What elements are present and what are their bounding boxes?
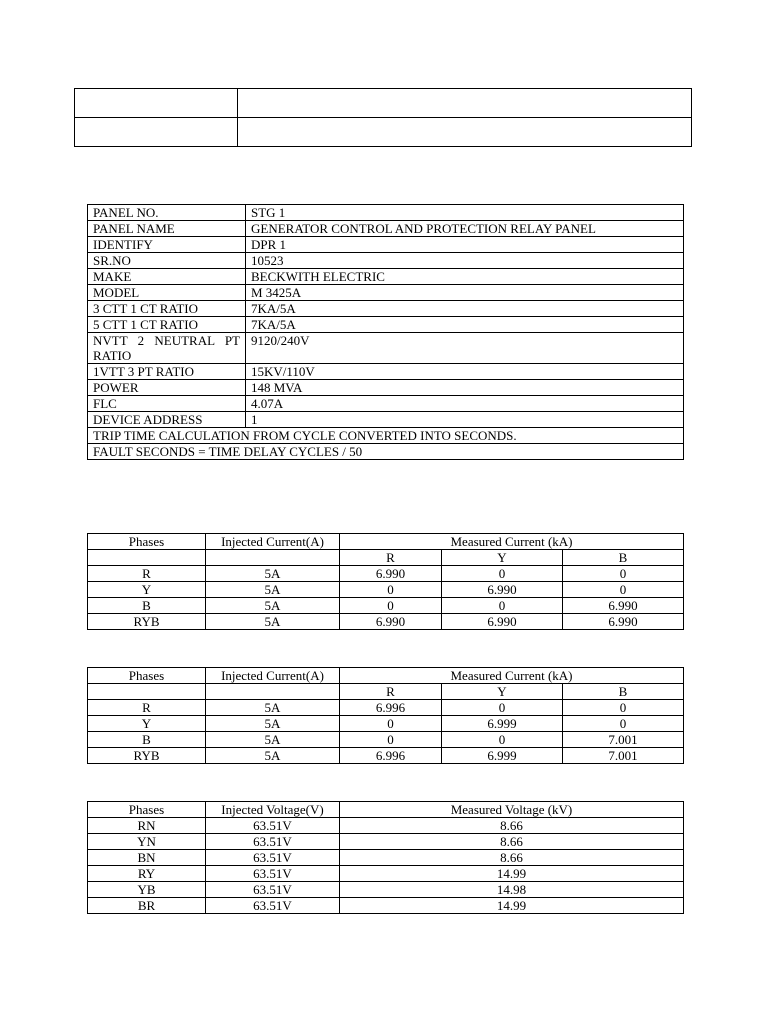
info-label: DEVICE ADDRESS — [88, 412, 246, 428]
info-value: BECKWITH ELECTRIC — [246, 269, 684, 285]
table-cell: 5A — [206, 732, 340, 748]
column-header: Phases — [88, 802, 206, 818]
table-cell — [206, 550, 340, 566]
table-cell: 8.66 — [340, 834, 684, 850]
table-cell: 63.51V — [206, 866, 340, 882]
table-cell: R — [88, 566, 206, 582]
table-row — [88, 221, 684, 237]
table-row — [88, 253, 684, 269]
table-cell: 6.990 — [563, 614, 684, 630]
info-value: 1 — [246, 412, 684, 428]
info-label: NVTT 2 NEUTRAL PT RATIO — [88, 333, 246, 364]
info-label: 5 CTT 1 CT RATIO — [88, 317, 246, 333]
info-label: MODEL — [88, 285, 246, 301]
measured-voltage-table — [87, 801, 684, 914]
table-row — [88, 716, 684, 732]
fault-seconds-note: FAULT SECONDS = TIME DELAY CYCLES / 50 — [88, 444, 684, 460]
table-cell: 5A — [206, 700, 340, 716]
table-header-row — [88, 802, 684, 818]
table-cell: 14.99 — [340, 898, 684, 914]
info-value: 7KA/5A — [246, 301, 684, 317]
info-label: IDENTIFY — [88, 237, 246, 253]
table-cell — [238, 89, 692, 118]
table-row — [88, 412, 684, 428]
table-cell: 5A — [206, 614, 340, 630]
table-cell: 0 — [563, 700, 684, 716]
table-cell: 6.990 — [563, 598, 684, 614]
info-value: M 3425A — [246, 285, 684, 301]
table-row — [88, 444, 684, 460]
table-cell — [206, 684, 340, 700]
header-table — [74, 88, 692, 147]
table-row — [88, 732, 684, 748]
table-cell: 0 — [340, 582, 442, 598]
info-label: 3 CTT 1 CT RATIO — [88, 301, 246, 317]
sub-header: R — [340, 550, 442, 566]
table-row — [88, 301, 684, 317]
info-label: PANEL NO. — [88, 205, 246, 221]
table-cell: 0 — [340, 716, 442, 732]
table-cell: 6.990 — [442, 582, 563, 598]
info-value: STG 1 — [246, 205, 684, 221]
table-row — [88, 748, 684, 764]
table-cell: 8.66 — [340, 850, 684, 866]
table-cell: 14.98 — [340, 882, 684, 898]
table-cell: YB — [88, 882, 206, 898]
table-row — [88, 700, 684, 716]
table-cell: Y — [88, 582, 206, 598]
table-cell: 0 — [442, 732, 563, 748]
info-value: 10523 — [246, 253, 684, 269]
sub-header: B — [563, 550, 684, 566]
info-value: 4.07A — [246, 396, 684, 412]
table-row — [88, 317, 684, 333]
table-subheader-row — [88, 550, 684, 566]
table-cell: BR — [88, 898, 206, 914]
table-cell — [88, 684, 206, 700]
table-cell: Y — [88, 716, 206, 732]
panel-info-table — [87, 204, 684, 460]
table-cell: 63.51V — [206, 850, 340, 866]
table-header-row — [88, 534, 684, 550]
table-row — [88, 364, 684, 380]
sub-header: Y — [442, 550, 563, 566]
table-cell: 5A — [206, 598, 340, 614]
info-label: FLC — [88, 396, 246, 412]
table-cell: 0 — [442, 566, 563, 582]
table-row — [75, 89, 692, 118]
table-cell: RYB — [88, 614, 206, 630]
table-cell: 63.51V — [206, 898, 340, 914]
table-cell — [88, 550, 206, 566]
table-cell: 6.990 — [340, 614, 442, 630]
column-header: Phases — [88, 668, 206, 684]
table-cell: 0 — [340, 598, 442, 614]
column-header: Injected Current(A) — [206, 668, 340, 684]
table-cell: BN — [88, 850, 206, 866]
table-row — [88, 396, 684, 412]
info-label: PANEL NAME — [88, 221, 246, 237]
table-row — [88, 269, 684, 285]
info-value: DPR 1 — [246, 237, 684, 253]
table-row — [88, 428, 684, 444]
table-cell: RYB — [88, 748, 206, 764]
table-row — [88, 566, 684, 582]
trip-time-note: TRIP TIME CALCULATION FROM CYCLE CONVERTED INTO SECONDS. — [88, 428, 684, 444]
table-cell: 0 — [340, 732, 442, 748]
table-cell: 63.51V — [206, 834, 340, 850]
table-cell: RY — [88, 866, 206, 882]
table-subheader-row — [88, 684, 684, 700]
table-cell: 6.990 — [442, 614, 563, 630]
info-value: 15KV/110V — [246, 364, 684, 380]
table-cell: 0 — [442, 700, 563, 716]
table-cell: B — [88, 598, 206, 614]
info-value: 9120/240V — [246, 333, 684, 364]
table-row — [88, 898, 684, 914]
table-cell: B — [88, 732, 206, 748]
table-cell: 14.99 — [340, 866, 684, 882]
table-row — [88, 380, 684, 396]
column-header: Phases — [88, 534, 206, 550]
table-cell: YN — [88, 834, 206, 850]
column-header: Injected Current(A) — [206, 534, 340, 550]
info-value: GENERATOR CONTROL AND PROTECTION RELAY PANEL — [246, 221, 684, 237]
sub-header: B — [563, 684, 684, 700]
table-row — [88, 582, 684, 598]
table-cell — [75, 118, 238, 147]
info-value: 7KA/5A — [246, 317, 684, 333]
table-cell: 6.999 — [442, 748, 563, 764]
table-cell: 63.51V — [206, 882, 340, 898]
table-cell: 6.999 — [442, 716, 563, 732]
column-header: Injected Voltage(V) — [206, 802, 340, 818]
table-row — [88, 333, 684, 364]
info-label: SR.NO — [88, 253, 246, 269]
table-cell: 0 — [563, 716, 684, 732]
table-row — [88, 237, 684, 253]
table-cell — [75, 89, 238, 118]
info-label: MAKE — [88, 269, 246, 285]
table-cell: 7.001 — [563, 732, 684, 748]
table-cell: 7.001 — [563, 748, 684, 764]
info-value: 148 MVA — [246, 380, 684, 396]
table-row — [88, 882, 684, 898]
table-cell: 5A — [206, 582, 340, 598]
table-cell: 0 — [442, 598, 563, 614]
table-row — [88, 834, 684, 850]
table-row — [75, 118, 692, 147]
table-cell — [238, 118, 692, 147]
table-row — [88, 866, 684, 882]
sub-header: R — [340, 684, 442, 700]
table-row — [88, 205, 684, 221]
table-cell: 5A — [206, 748, 340, 764]
measured-current-table-1 — [87, 533, 684, 630]
table-row — [88, 850, 684, 866]
info-label: POWER — [88, 380, 246, 396]
table-cell: 63.51V — [206, 818, 340, 834]
column-header: Measured Current (kA) — [340, 668, 684, 684]
table-cell: 5A — [206, 566, 340, 582]
table-row — [88, 614, 684, 630]
table-cell: 5A — [206, 716, 340, 732]
table-cell: 6.996 — [340, 700, 442, 716]
table-header-row — [88, 668, 684, 684]
column-header: Measured Voltage (kV) — [340, 802, 684, 818]
table-cell: 6.996 — [340, 748, 442, 764]
table-cell: 6.990 — [340, 566, 442, 582]
table-cell: 0 — [563, 566, 684, 582]
sub-header: Y — [442, 684, 563, 700]
table-cell: 0 — [563, 582, 684, 598]
table-row — [88, 285, 684, 301]
table-cell: R — [88, 700, 206, 716]
table-row — [88, 818, 684, 834]
info-label: 1VTT 3 PT RATIO — [88, 364, 246, 380]
column-header: Measured Current (kA) — [340, 534, 684, 550]
table-cell: RN — [88, 818, 206, 834]
table-row — [88, 598, 684, 614]
measured-current-table-2 — [87, 667, 684, 764]
table-cell: 8.66 — [340, 818, 684, 834]
